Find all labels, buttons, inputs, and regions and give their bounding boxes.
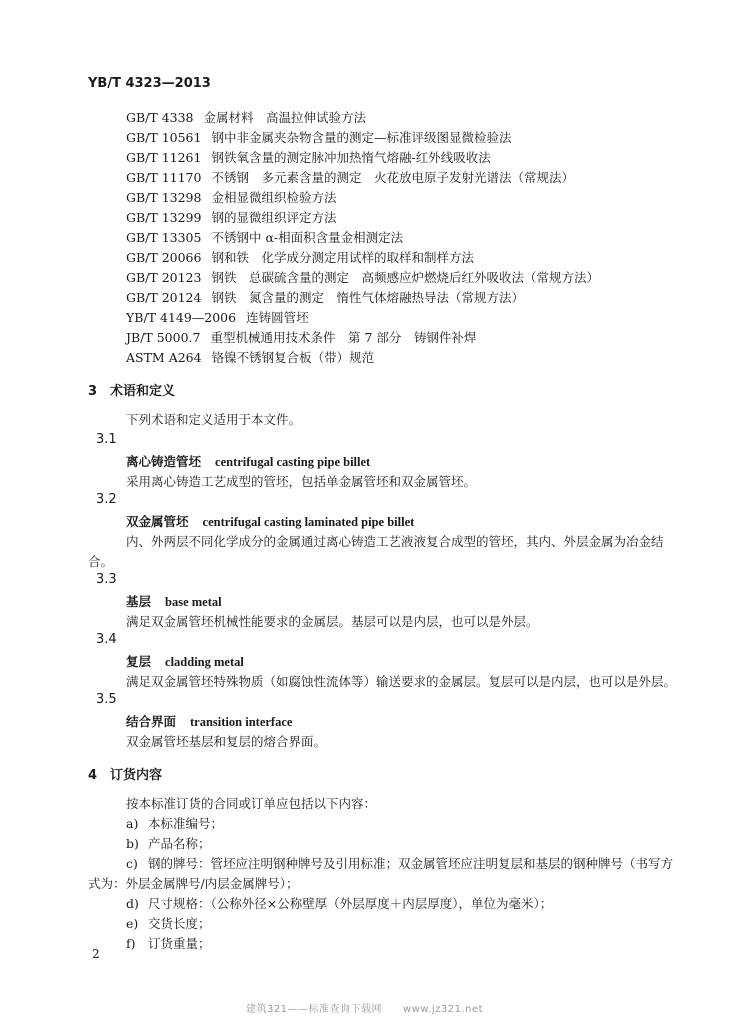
reference-title: 钢铁氧含量的测定脉冲加热惰气熔融-红外线吸收法: [211, 150, 491, 165]
list-item: [126, 854, 673, 872]
clause-number: 3.3: [96, 572, 117, 587]
reference-item: [126, 188, 336, 206]
reference-item: [126, 268, 599, 286]
reference-code: GB/T 13305: [126, 230, 202, 245]
clause-number: 3.5: [96, 692, 117, 707]
list-marker: a): [126, 816, 139, 831]
list-item: [126, 834, 211, 852]
section-number: 4: [88, 768, 98, 783]
reference-item: [126, 348, 374, 366]
term-definition: 双金属管坯基层和复层的熔合界面。: [126, 734, 327, 749]
term-heading: [126, 712, 292, 730]
list-text: 尺寸规格：（公称外径×公称壁厚（外层厚度＋内层厚度），单位为毫米）；: [148, 896, 553, 911]
reference-title: 钢铁 总碳硫含量的测定 高频感应炉燃烧后红外吸收法（常规方法）: [211, 270, 599, 285]
reference-title: 钢铁 氮含量的测定 惰性气体熔融热导法（常规方法）: [211, 290, 524, 305]
reference-code: GB/T 13299: [126, 210, 202, 225]
term-en: base metal: [165, 595, 222, 609]
section-title: 术语和定义: [110, 384, 176, 399]
reference-title: 连铸圆管坯: [246, 310, 309, 325]
section-number: 3: [88, 384, 98, 399]
term-zh: 双金属管坯: [126, 514, 189, 529]
reference-item: [126, 208, 336, 226]
list-marker: e): [126, 916, 139, 931]
list-item: [126, 894, 552, 912]
term-definition-continued: 合。: [88, 554, 114, 569]
list-marker: f): [126, 936, 136, 951]
reference-item: [126, 148, 491, 166]
section-4-intro: 按本标准订货的合同或订单应包括以下内容：: [126, 796, 377, 811]
reference-code: GB/T 4338: [126, 110, 194, 125]
section-4-heading: [88, 764, 162, 783]
list-text: 订货重量；: [148, 936, 211, 951]
term-definition: 采用离心铸造工艺成型的管坯，包括单金属管坯和双金属管坯。: [126, 474, 477, 489]
reference-title: 钢的显微组织评定方法: [211, 210, 337, 225]
watermark-text: 建筑321——标准查询下载网 www.jz321.net: [245, 1004, 484, 1015]
term-definition: 内、外两层不同化学成分的金属通过离心铸造工艺液液复合成型的管坯，其内、外层金属为冶金结: [126, 534, 664, 549]
section-3-heading: [88, 380, 175, 399]
list-marker: c): [126, 856, 138, 871]
list-item-continued: 式为：外层金属牌号/内层金属牌号）；: [88, 876, 299, 891]
reference-code: GB/T 10561: [126, 130, 202, 145]
list-marker: b): [126, 836, 139, 851]
section-title: 订货内容: [110, 768, 163, 783]
term-heading: [126, 652, 244, 670]
clause-number: 3.2: [96, 492, 117, 507]
term-zh: 结合界面: [126, 714, 177, 729]
reference-item: [126, 308, 309, 326]
reference-code: YB/T 4149—2006: [126, 310, 237, 325]
term-zh: 复层: [126, 654, 152, 669]
reference-title: 金属材料 高温拉伸试验方法: [203, 110, 367, 125]
reference-code: GB/T 13298: [126, 190, 202, 205]
term-en: centrifugal casting laminated pipe billet: [202, 515, 415, 529]
reference-item: [126, 168, 574, 186]
reference-title: 不锈钢中 α-相面积含量金相测定法: [211, 230, 404, 245]
list-text: 本标准编号；: [148, 816, 224, 831]
reference-code: GB/T 20124: [126, 290, 202, 305]
list-text: 钢的牌号：管坯应注明钢种牌号及引用标准；双金属管坯应注明复层和基层的钢种牌号（书写方: [148, 856, 674, 871]
reference-item: [126, 228, 403, 246]
term-en: cladding metal: [165, 655, 244, 669]
list-marker: d): [126, 896, 139, 911]
clause-number: 3.4: [96, 632, 117, 647]
reference-title: 铬镍不锈钢复合板（带）规范: [211, 350, 375, 365]
section-3-intro: 下列术语和定义适用于本文件。: [126, 412, 302, 427]
reference-code: GB/T 11261: [126, 150, 202, 165]
reference-code: GB/T 20066: [126, 250, 202, 265]
list-text: 交货长度；: [148, 916, 211, 931]
reference-item: [126, 288, 524, 306]
term-definition: 满足双金属管坯特殊物质（如腐蚀性流体等）输送要求的金属层。复层可以是内层，也可以是外层。: [126, 674, 677, 689]
term-en: centrifugal casting pipe billet: [215, 455, 371, 469]
list-item: [126, 934, 211, 952]
reference-title: 钢和铁 化学成分测定用试样的取样和制样方法: [211, 250, 474, 265]
page-number: 2: [92, 947, 100, 961]
reference-item: [126, 108, 366, 126]
term-en: transition interface: [190, 715, 293, 729]
reference-title: 金相显微组织检验方法: [211, 190, 337, 205]
reference-title: 不锈钢 多元素含量的测定 火花放电原子发射光谱法（常规法）: [211, 170, 574, 185]
list-item: [126, 914, 211, 932]
standard-number-header: YB/T 4323—2013: [88, 76, 211, 91]
reference-code: GB/T 11170: [126, 170, 202, 185]
list-text: 产品名称；: [148, 836, 211, 851]
reference-title: 重型机械通用技术条件 第 7 部分 铸钢件补焊: [210, 330, 477, 345]
term-zh: 离心铸造管坯: [126, 454, 202, 469]
term-zh: 基层: [126, 594, 152, 609]
clause-number: 3.1: [96, 432, 117, 447]
reference-item: [126, 248, 474, 266]
reference-code: JB/T 5000.7: [126, 330, 201, 345]
list-item: [126, 814, 223, 832]
term-heading: [126, 452, 370, 470]
term-definition: 满足双金属管坯机械性能要求的金属层。基层可以是内层，也可以是外层。: [126, 614, 539, 629]
reference-code: ASTM A264: [126, 350, 202, 365]
term-heading: [126, 512, 414, 530]
reference-title: 钢中非金属夹杂物含量的测定—标准评级图显微检验法: [211, 130, 512, 145]
reference-code: GB/T 20123: [126, 270, 202, 285]
reference-item: [126, 328, 476, 346]
term-heading: [126, 592, 222, 610]
reference-item: [126, 128, 511, 146]
